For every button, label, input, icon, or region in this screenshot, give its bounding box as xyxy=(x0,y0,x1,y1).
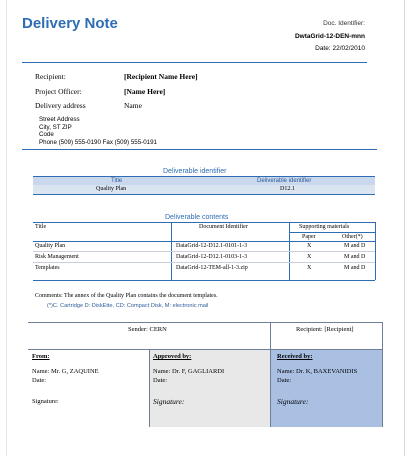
contents-col-supporting: Supporting materials xyxy=(299,224,350,230)
contents-col-title: Title xyxy=(35,224,47,230)
from-date: Date: xyxy=(32,377,47,384)
contents-col-doc-id: Document Identifier xyxy=(199,224,248,230)
approved-heading: Approved by: xyxy=(153,353,192,360)
contents-row-3-paper: X xyxy=(307,265,312,271)
identifier-row-title: Quality Plan xyxy=(96,186,127,192)
received-signature: Signature: xyxy=(277,397,309,406)
doc-date: Date: 22/02/2010 xyxy=(315,45,365,52)
media-legend: (*)C. Cartridge D: DiskEtte, CD: Compact Disk, M: electronic mail xyxy=(47,303,209,309)
approved-signature: Signature: xyxy=(153,397,185,406)
identifier-row-id: D12.1 xyxy=(280,186,295,192)
contents-row-2-title: Risk Management xyxy=(35,254,79,260)
from-signature: Signature: xyxy=(32,398,59,405)
identifier-col-id: Deliverable identifier xyxy=(257,178,312,184)
project-officer-label: Project Officer: xyxy=(35,87,82,96)
contents-row-2-other: M and D xyxy=(344,254,366,260)
contents-row-1-title: Quality Plan xyxy=(35,243,66,249)
contents-row-1-rule xyxy=(33,251,375,252)
sig-sender-recipient-divider xyxy=(270,322,271,427)
sender-label: Sender: CERN xyxy=(128,326,167,333)
deliverable-contents-title: Deliverable contents xyxy=(165,214,229,221)
sig-from-approved-divider xyxy=(149,349,150,427)
delivery-address-label: Delivery address xyxy=(35,101,86,110)
contents-header-rule xyxy=(33,241,375,242)
approved-name: Name: Dr. F, GAGLIARDI xyxy=(153,368,225,375)
doc-identifier-value: DwtaGrid-12-DEN-mnn xyxy=(294,33,365,40)
sig-heading-rule xyxy=(28,349,383,350)
recipient-label: Recipient: xyxy=(35,72,66,81)
received-date: Date: xyxy=(277,377,292,384)
recipient-value: [Recipient Name Here] xyxy=(124,72,198,81)
contents-row-3-other: M and D xyxy=(344,265,366,271)
contents-row-1-other: M and D xyxy=(344,243,366,249)
contents-table-bottom-rule xyxy=(33,280,375,281)
signature-area xyxy=(28,322,383,427)
contents-table-top-rule xyxy=(33,222,375,223)
page-edge-right xyxy=(404,0,405,456)
contents-table-right-edge xyxy=(375,222,376,280)
contents-row-2-rule xyxy=(33,262,375,263)
document-title: Delivery Note xyxy=(22,15,118,32)
delivery-address-name: Name xyxy=(124,101,142,110)
header-rule xyxy=(22,62,367,63)
identifier-col-title: Title xyxy=(111,178,123,184)
contents-col-paper: Paper xyxy=(302,234,316,240)
comments: Comments: The annex of the Quality Plan contains the document templates. xyxy=(35,293,218,299)
from-heading: From: xyxy=(32,353,50,360)
sig-right-edge xyxy=(382,322,383,427)
received-heading: Received by: xyxy=(277,353,313,360)
approved-column-bg xyxy=(149,349,270,427)
address-street: Street Address xyxy=(39,116,80,123)
address-rule xyxy=(22,149,377,150)
address-city: City, ST ZIP xyxy=(39,123,72,131)
received-name: Name: Dr. K, BAXEVANIDIS xyxy=(277,368,358,375)
identifier-table-bottom-rule xyxy=(33,194,375,195)
page-edge-left xyxy=(6,0,7,456)
contents-row-3-title: Templates xyxy=(35,265,60,271)
identifier-table-header-band xyxy=(33,177,375,185)
contents-row-2-paper: X xyxy=(307,254,312,260)
contents-row-3-doc-id: DataGrid-12-TEM-all-1-3.zip xyxy=(176,265,248,271)
sig-top-rule xyxy=(28,322,383,323)
deliverable-identifier-title: Deliverable identifier xyxy=(163,168,227,175)
address-phone-fax: Phone (509) 555-0190 Fax (509) 555-0191 xyxy=(39,138,157,146)
supporting-sub-rule xyxy=(289,232,375,233)
contents-col-other: Other(*) xyxy=(342,234,363,240)
doc-identifier-label: Doc. Identifier: xyxy=(323,20,365,27)
address-code: Code xyxy=(39,131,54,139)
received-column-bg xyxy=(270,349,383,427)
identifier-table-row-band xyxy=(33,185,375,194)
project-officer-value: [Name Here] xyxy=(124,87,166,96)
contents-row-1-paper: X xyxy=(307,243,312,249)
contents-row-2-doc-id: DataGrid-12-D12.1-0103-1-3 xyxy=(176,254,248,260)
from-name: Name: Mr. G, ZAQUINE xyxy=(32,368,99,375)
contents-row-1-doc-id: DataGrid-12-D12.1-0101-1-3 xyxy=(176,243,248,249)
approved-date: Date: xyxy=(153,377,168,384)
recipient-box-label: Recipient: [Recipient] xyxy=(296,326,354,333)
